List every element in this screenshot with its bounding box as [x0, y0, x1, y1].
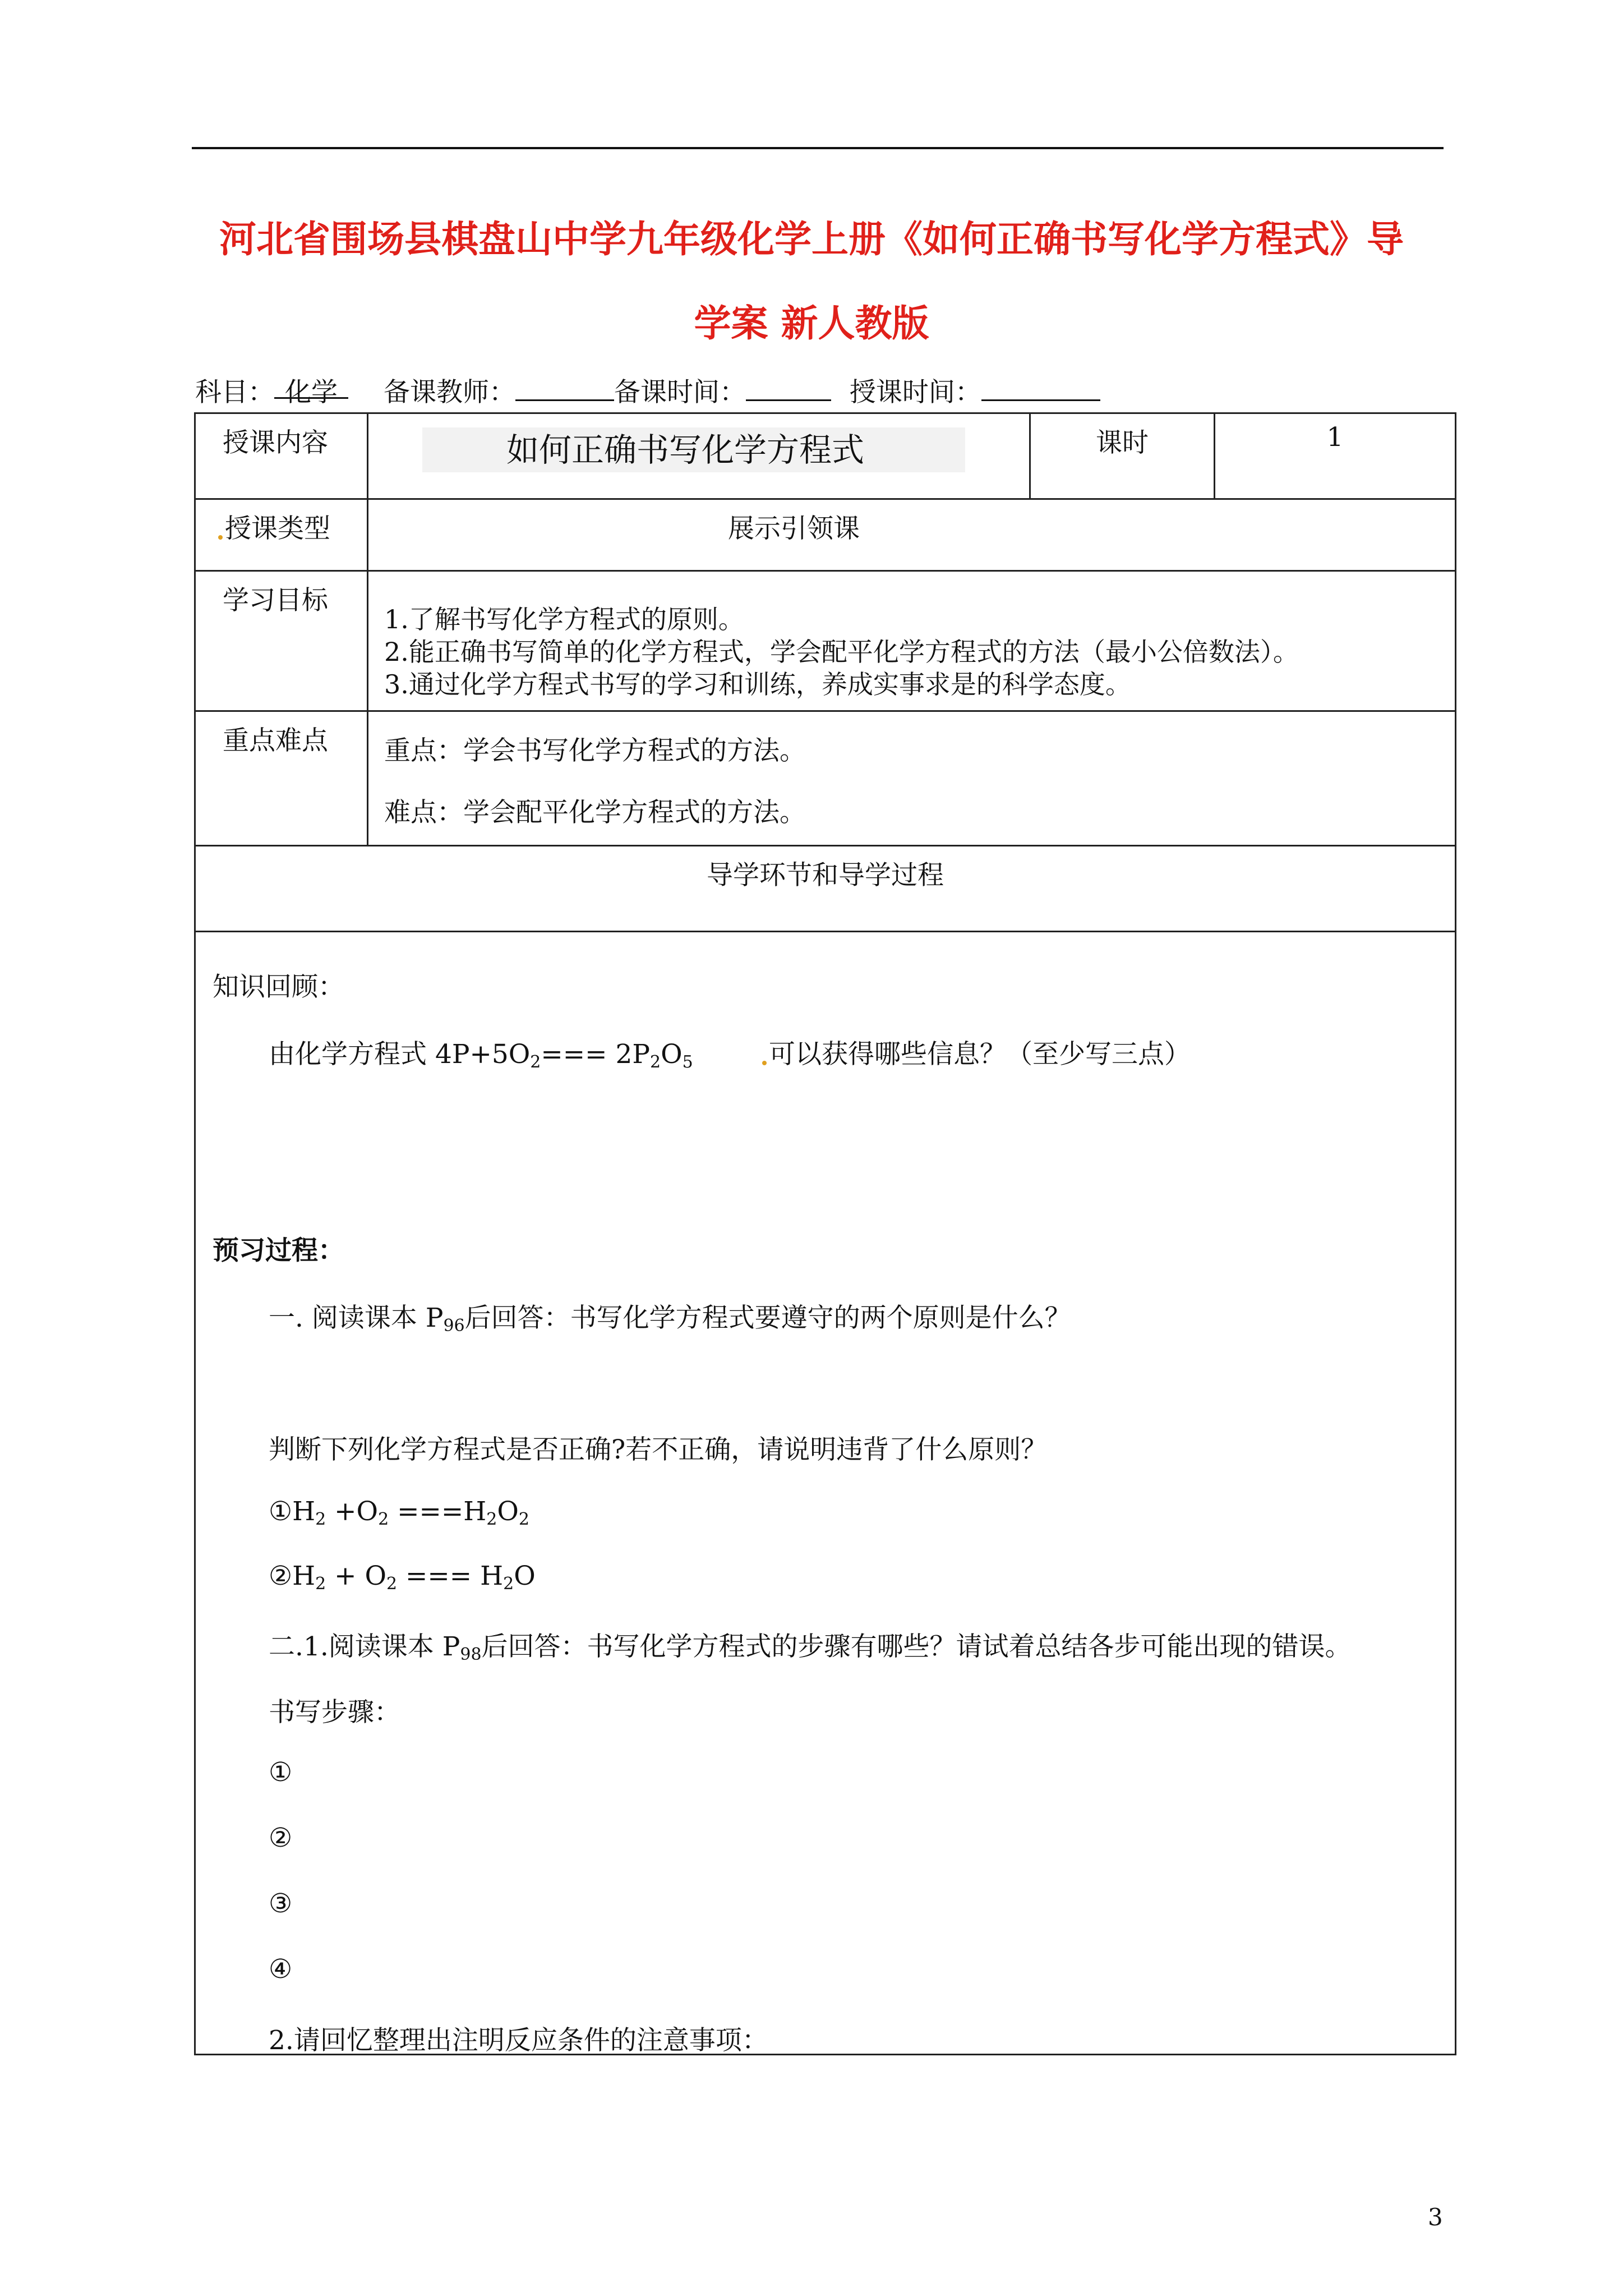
dot-mark: [762, 1061, 767, 1065]
key-point: 重点：学会书写化学方程式的方法。: [384, 735, 806, 766]
lesson-table: [194, 412, 1456, 2055]
page-number: 3: [1428, 2203, 1443, 2231]
hours-label: 课时: [1030, 413, 1215, 499]
review-label: 知识回顾：: [213, 972, 344, 1002]
row-body: [195, 932, 1456, 2055]
step-4: ④: [269, 1954, 293, 1985]
type-label-cell: [195, 499, 368, 571]
content-cell: [368, 413, 1030, 499]
teacher-blank: [515, 374, 614, 401]
row-key: [195, 711, 1456, 846]
row-content: [195, 413, 1456, 499]
step-2: ②: [269, 1823, 293, 1853]
body-cell: [195, 932, 1456, 2055]
goals-label: 学习目标: [195, 571, 368, 711]
step-1: ①: [269, 1757, 293, 1788]
review-question: [762, 1033, 1191, 1071]
meta-line: [195, 371, 1100, 409]
q2-page: 98: [460, 1645, 482, 1664]
prep-time-label: 备课时间：: [614, 377, 746, 408]
process-header: 导学环节和导学过程: [195, 846, 1456, 932]
judge-question: 判断下列化学方程式是否正确?若不正确，请说明违背了什么原则？: [269, 1434, 1048, 1465]
teach-time-blank: [981, 374, 1100, 401]
row-type: [195, 499, 1456, 571]
dot-mark: [218, 535, 223, 540]
hours-value: 1: [1215, 413, 1456, 499]
subject-label: 科目：: [195, 377, 274, 408]
document-title-line-2: 学案 新人教版: [694, 302, 929, 345]
goal-2: 2.能正确书写简单的化学方程式，学会配平化学方程式的方法（最小公倍数法）。: [384, 637, 1299, 667]
q2-prefix: 二.1.阅读课本 P: [269, 1631, 460, 1662]
subject-value: 化学: [274, 371, 348, 399]
eq-part: 由化学方程式 4P+5O: [269, 1039, 531, 1070]
header-rule: [192, 147, 1444, 149]
review-equation: 由化学方程式 $4P+5O_2=== 2P_2O_5$: [269, 1039, 693, 1072]
preview-label: 预习过程：: [213, 1235, 344, 1266]
question-1: [269, 1297, 1071, 1336]
type-label: 授课类型: [225, 513, 330, 544]
key-label: 重点难点: [195, 711, 368, 846]
content-label: 授课内容: [195, 413, 368, 499]
equation-1: $①H_2 +O_2 ===H_2O_2$: [269, 1496, 529, 1529]
q1-page: 96: [443, 1316, 465, 1336]
goal-3: 3.通过化学方程式书写的学习和训练，养成实事求是的科学态度。: [384, 669, 1131, 700]
equation-2: $②H_2 + O_2$ === $H_2O$: [269, 1561, 536, 1594]
teach-time-label: 授课时间：: [849, 377, 981, 408]
key-cell: [368, 711, 1456, 846]
prep-time-blank: [746, 374, 831, 401]
row-goals: [195, 571, 1456, 711]
review-question-text: 可以获得哪些信息？（至少写三点）: [769, 1039, 1191, 1070]
question-3: 2.请回忆整理出注明反应条件的注意事项：: [269, 2025, 768, 2056]
difficulty-point: 难点：学会配平化学方程式的方法。: [384, 797, 806, 828]
goal-1: 1.了解书写化学方程式的原则。: [384, 604, 744, 634]
body-content: [196, 932, 1455, 2054]
question-2: [269, 1626, 1352, 1664]
step-3: ③: [269, 1888, 293, 1919]
document-title-line-1: 河北省围场县棋盘山中学九年级化学上册《如何正确书写化学方程式》导: [219, 218, 1404, 261]
row-process-header: [195, 846, 1456, 932]
content-value: 如何正确书写化学方程式: [422, 427, 965, 472]
q2-suffix: 后回答：书写化学方程式的步骤有哪些？请试着总结各步可能出现的错误。: [481, 1631, 1352, 1662]
teacher-label: 备课教师：: [383, 377, 515, 408]
goals-cell: [368, 571, 1456, 711]
q1-suffix: 后回答：书写化学方程式要遵守的两个原则是什么？: [464, 1303, 1071, 1333]
type-value: 展示引领课: [368, 499, 1456, 571]
q1-prefix: 一. 阅读课本 P: [269, 1303, 444, 1333]
steps-label: 书写步骤：: [269, 1697, 400, 1728]
